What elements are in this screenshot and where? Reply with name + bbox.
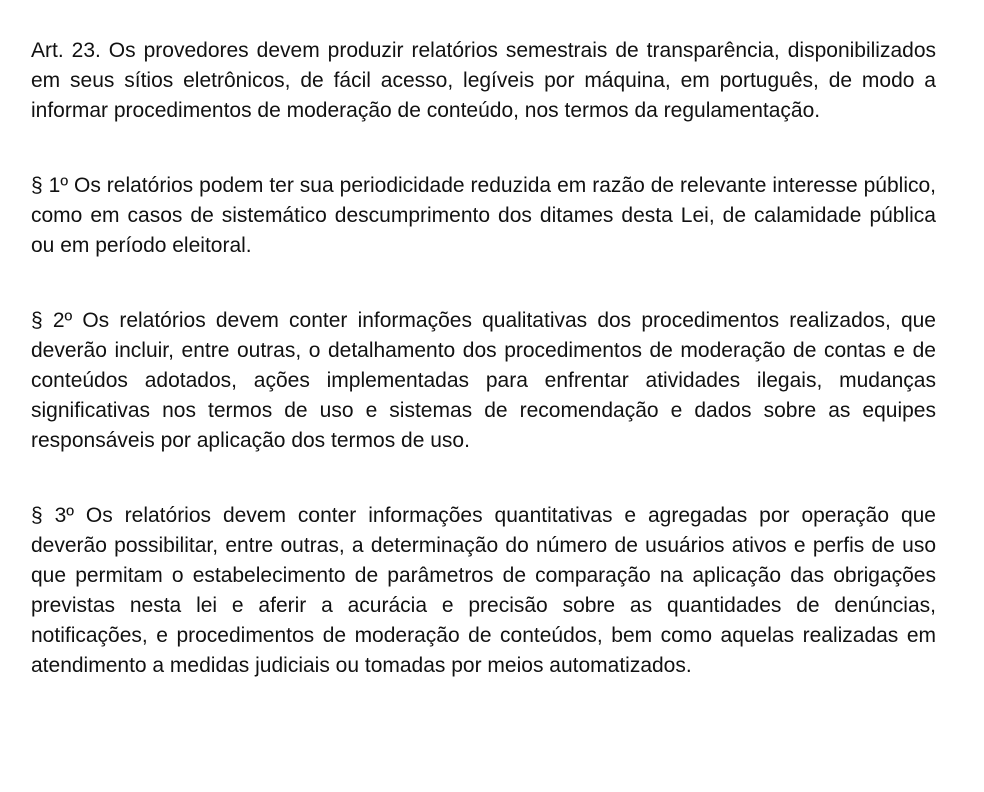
paragraph-2: § 2º Os relatórios devem conter informações qualitativas dos procedimentos realizados, que deverão incluir, entre outras, o detalhamento dos procedimentos de moderação de contas e de conteúdos adotados, ações implementadas para enfrentar atividades ilegais, mudanças significativas nos termos de uso e sistemas de recomendação e dados sobre as equipes responsáveis por aplicação dos termos de uso. (31, 309, 936, 452)
article-23-paragraph: Art. 23. Os provedores devem produzir relatórios semestrais de transparência, disponibilizados em seus sítios eletrônicos, de fácil acesso, legíveis por máquina, em português, de modo a informar procedimentos de moderação de conteúdo, nos termos da regulamentação. (31, 39, 936, 122)
paragraph-3: § 3º Os relatórios devem conter informações quantitativas e agregadas por operação que deverão possibilitar, entre outras, a determinação do número de usuários ativos e perfis de uso que permitam o estabelecimento de parâmetros de comparação na aplicação das obrigações previstas nesta lei e aferir a acurácia e precisão sobre as quantidades de denúncias, notificações, e procedimentos de moderação de conteúdos, bem como aquelas realizadas em atendimento a medidas judiciais ou tomadas por meios automatizados. (31, 504, 936, 677)
document-body (31, 36, 936, 681)
paragraph-1: § 1º Os relatórios podem ter sua periodicidade reduzida em razão de relevante interesse público, como em casos de sistemático descumprimento dos ditames desta Lei, de calamidade pública ou em período eleitoral. (31, 174, 936, 257)
